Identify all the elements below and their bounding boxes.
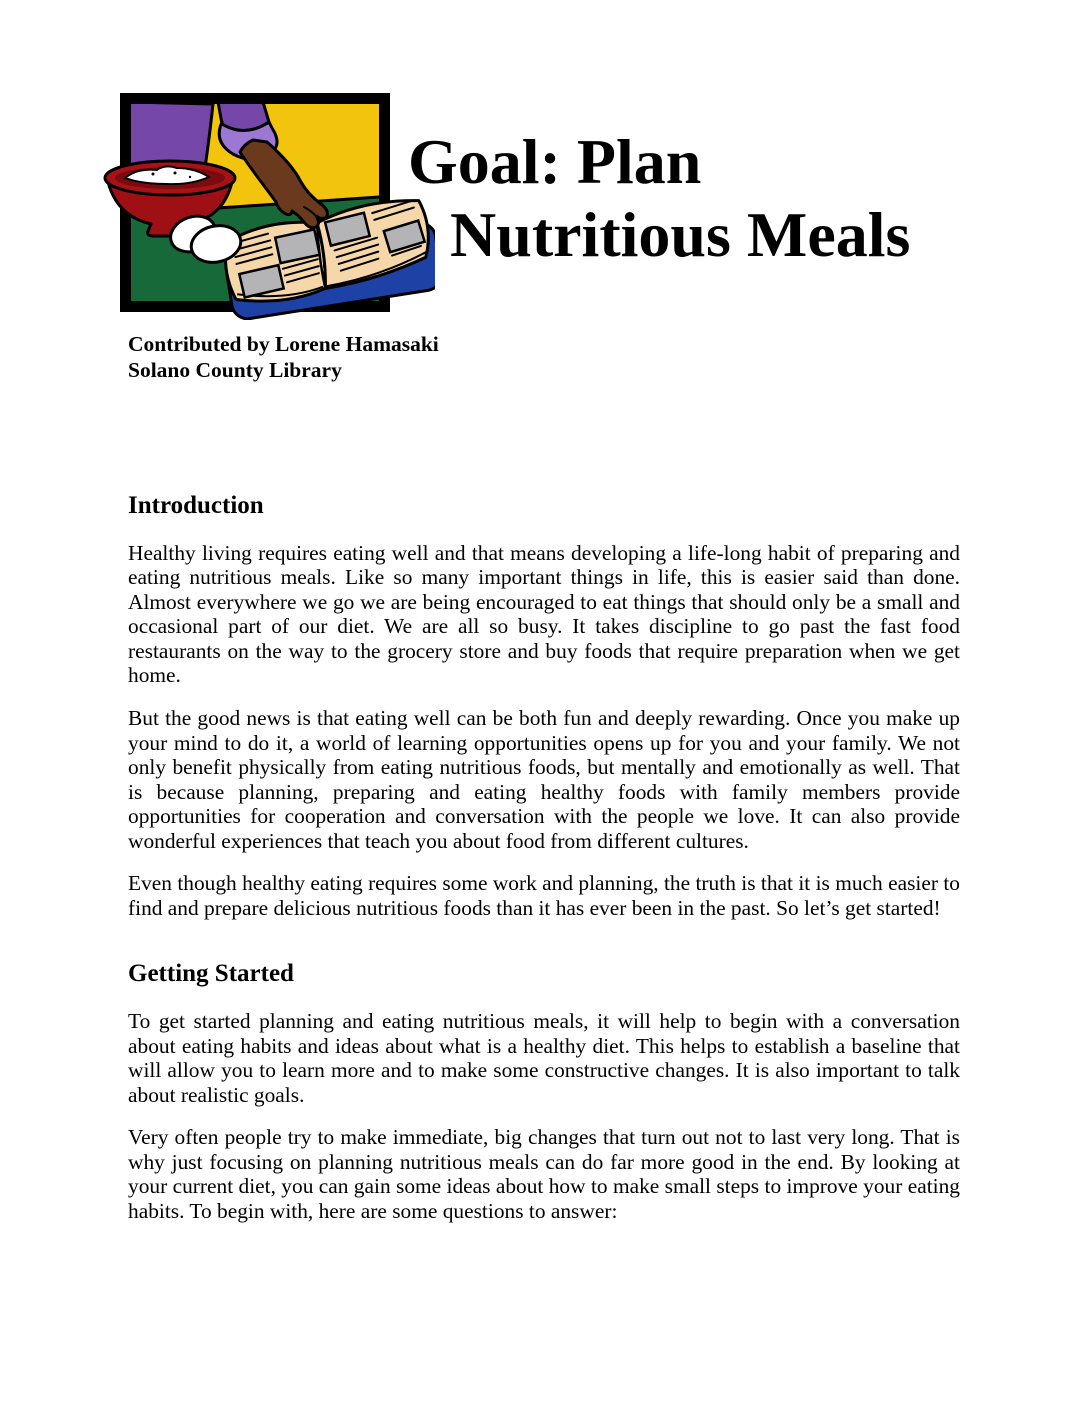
cookbook-illustration: [95, 90, 435, 320]
section-heading-introduction: Introduction: [128, 492, 264, 519]
byline-contributor: Contributed by Lorene Hamasaki: [128, 332, 439, 356]
paragraph: Even though healthy eating requires some work and planning, the truth is that it is much easier to find and prepare delicious nutritious foods than it has ever been in the past. So let’s get started!: [128, 871, 960, 920]
byline: [128, 331, 439, 383]
page-title-line2: Nutritious Meals: [450, 199, 911, 270]
section-heading-getting-started: Getting Started: [128, 960, 294, 988]
paragraph: But the good news is that eating well can be both fun and deeply rewarding. Once you make up your mind to do it, a world of learning opportunities opens up for you and your family. We not only benefit physically from eating nutritious foods, but mentally and emotionally as well. That is because planning, preparing and eating healthy foods with family members provide opportunities for cooperation and conversation with the people we love. It can also provide wonderful experiences that teach you about food from different cultures.: [128, 706, 960, 853]
paragraph: Healthy living requires eating well and that means developing a life-long habit of preparing and eating nutritious meals. Like so many important things in life, this is easier said than done. Almost everywhere we go we are being encouraged to eat things that should only be a small and occasional part of our diet. We are all so busy. It takes discipline to go past the fast food restaurants on the way to the grocery store and buy foods that require preparation when we get home.: [128, 540, 960, 688]
document-body: [128, 492, 960, 1242]
page-title-line1: Goal: Plan: [408, 126, 702, 197]
paragraph: To get started planning and eating nutritious meals, it will help to begin with a conversation about eating habits and ideas about what is a healthy diet. This helps to establish a baseline that will allow you to learn more and to make some constructive changes. It is also important to talk about realistic goals.: [128, 1009, 960, 1107]
byline-organization: Solano County Library: [128, 358, 342, 382]
page-title: [408, 125, 910, 271]
paragraph: Very often people try to make immediate, big changes that turn out not to last very long. That is why just focusing on planning nutritious meals can do far more good in the end. By looking at your current diet, you can gain some ideas about how to make small steps to improve your eating habits. To begin with, here are some questions to answer:: [128, 1125, 960, 1223]
